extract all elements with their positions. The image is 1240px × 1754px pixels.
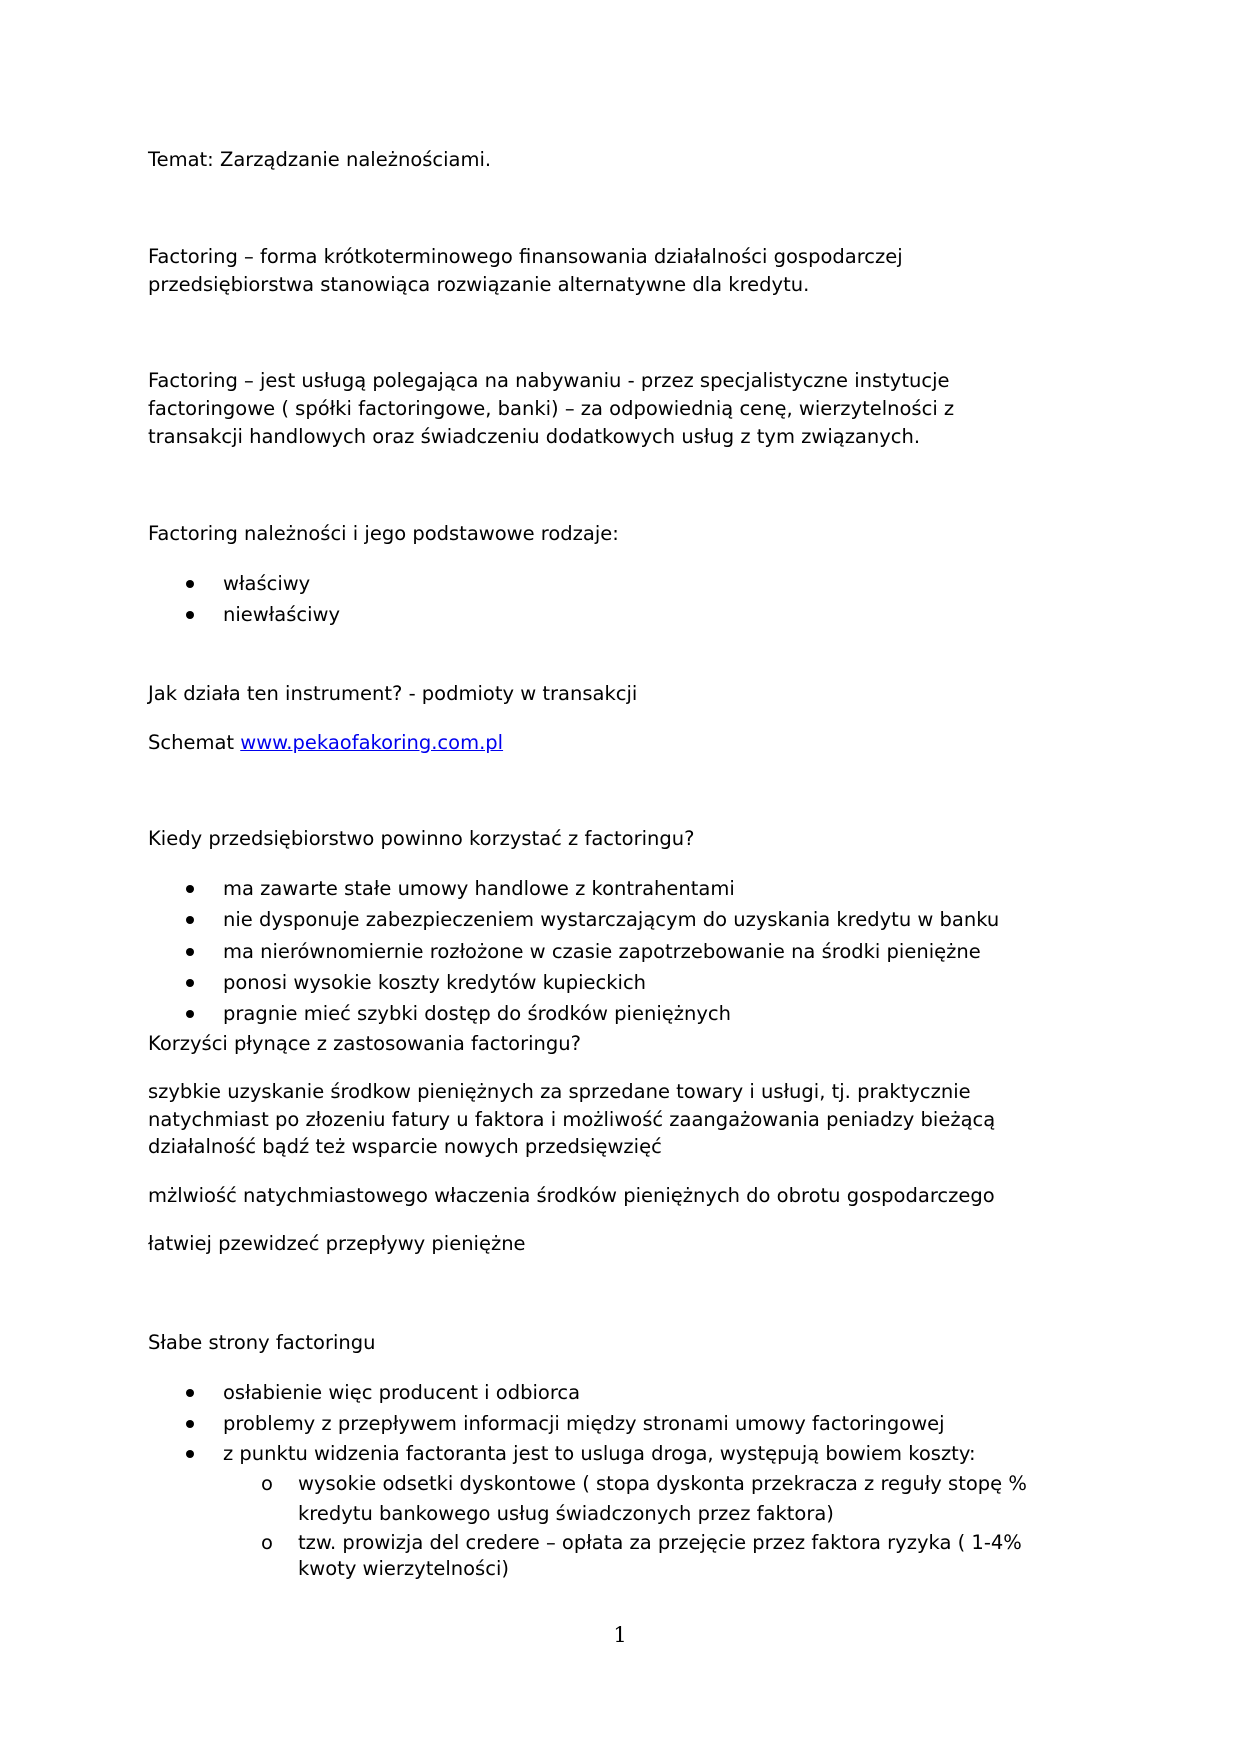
when-heading: Kiedy przedsiębiorstwo powinno korzystać z factoringu?: [148, 827, 695, 850]
schema-line: [148, 729, 503, 757]
type-item: właściwy: [223, 572, 311, 595]
benefit-3: łatwiej pzewidzeć przepływy pieniężne: [148, 1232, 526, 1255]
schema-link[interactable]: www.pekaofakoring.com.pl: [240, 731, 504, 754]
benefit-2: mżlwiość natychmiastowego właczenia środków pieniężnych do obrotu gospodarczego: [148, 1184, 995, 1207]
weak-sub-item-line: tzw. prowizja del credere – opłata za przejęcie przez faktora ryzyka ( 1-4%: [298, 1531, 1022, 1554]
benefit-1-line: szybkie uzyskanie środkow pieniężnych za sprzedane towary i usługi, tj. praktycznie: [148, 1080, 971, 1103]
bullet-icon: [186, 885, 194, 893]
schema-label: Schemat: [148, 731, 241, 754]
bullet-icon: [186, 916, 194, 924]
bullet-icon: [186, 1010, 194, 1018]
benefit-1-line: działalność bądź też wsparcie nowych przedsięwzięć: [148, 1135, 662, 1158]
weak-heading: Słabe strony factoringu: [148, 1331, 376, 1354]
weak-item: z punktu widzenia factoranta jest to usluga droga, występują bowiem koszty:: [223, 1442, 976, 1465]
bullet-icon: [186, 580, 194, 588]
weak-sub-item-line: wysokie odsetki dyskontowe ( stopa dyskonta przekracza z reguły stopę %: [298, 1472, 1027, 1495]
benefits-heading: Korzyści płynące z zastosowania factoringu?: [148, 1032, 581, 1055]
definition-2-line: transakcji handlowych oraz świadczeniu dodatkowych usług z tym związanych.: [148, 425, 921, 448]
sub-bullet-icon: o: [261, 1531, 273, 1554]
weak-sub-item-line: kredytu bankowego usług świadczonych przez faktora): [298, 1502, 834, 1525]
bullet-icon: [186, 611, 194, 619]
when-item: pragnie mieć szybki dostęp do środków pieniężnych: [223, 1002, 731, 1025]
weak-sub-item-line: kwoty wierzytelności): [298, 1557, 509, 1580]
sub-bullet-icon: o: [261, 1472, 273, 1495]
bullet-icon: [186, 948, 194, 956]
definition-1-line: przedsiębiorstwa stanowiąca rozwiązanie alternatywne dla kredytu.: [148, 273, 810, 296]
bullet-icon: [186, 1389, 194, 1397]
benefit-1-line: natychmiast po złozeniu fatury u faktora i możliwość zaangażowania peniadzy bieżącą: [148, 1108, 996, 1131]
when-item: ponosi wysokie koszty kredytów kupieckich: [223, 971, 647, 994]
how-heading: Jak działa ten instrument? - podmioty w transakcji: [148, 682, 638, 705]
weak-item: osłabienie więc producent i odbiorca: [223, 1381, 581, 1404]
when-item: nie dysponuje zabezpieczeniem wystarczającym do uzyskania kredytu w banku: [223, 908, 1000, 931]
document-title: Temat: Zarządzanie należnościami.: [148, 148, 492, 171]
page-number: 1: [613, 1623, 627, 1647]
bullet-icon: [186, 979, 194, 987]
bullet-icon: [186, 1420, 194, 1428]
type-item: niewłaściwy: [223, 603, 340, 626]
definition-1-line: Factoring – forma krótkoterminowego finansowania działalności gospodarczej: [148, 245, 903, 268]
bullet-icon: [186, 1450, 194, 1458]
when-item: ma zawarte stałe umowy handlowe z kontrahentami: [223, 877, 735, 900]
definition-2-line: factoringowe ( spółki factoringowe, banki) – za odpowiednią cenę, wierzytelności z: [148, 397, 955, 420]
when-item: ma nierównomiernie rozłożone w czasie zapotrzebowanie na środki pieniężne: [223, 940, 981, 963]
weak-item: problemy z przepływem informacji między stronami umowy factoringowej: [223, 1412, 945, 1435]
definition-2-line: Factoring – jest usługą polegająca na nabywaniu - przez specjalistyczne instytucje: [148, 369, 950, 392]
types-heading: Factoring należności i jego podstawowe rodzaje:: [148, 522, 619, 545]
